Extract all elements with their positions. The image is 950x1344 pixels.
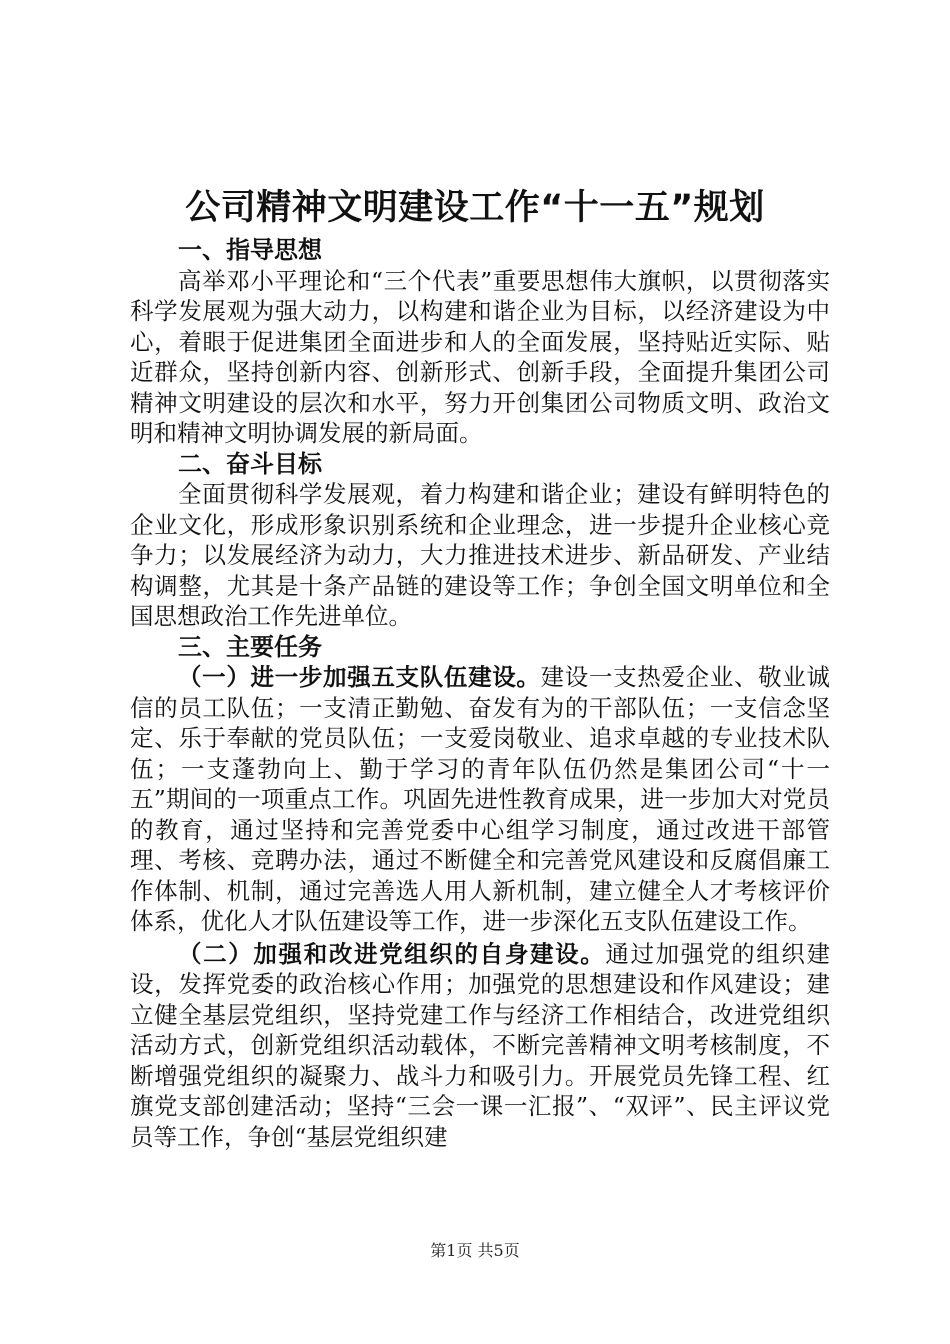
section-paragraph-goals: 全面贯彻科学发展观，着力构建和谐企业；建设有鲜明特色的企业文化，形成形象识别系统和企业理念，进一步提升企业核心竞争力；以发展经济为动力，大力推进技术进步、新品研发、产业结构调整，尤其是十条产品链的建设等工作；争创全国文明单位和全国思想政治工作先进单位。 xyxy=(130,480,830,630)
section-heading-main-tasks: 三、主要任务 xyxy=(178,632,322,661)
task-paragraph-1 xyxy=(130,662,830,937)
section-paragraph-guiding-thought: 高举邓小平理论和“三个代表”重要思想伟大旗帜，以贯彻落实科学发展观为强大动力，以构建和谐企业为目标，以经济建设为中心，着眼于促进集团全面进步和人的全面发展，坚持贴近实际、贴近群众，坚持创新内容、创新形式、创新手段，全面提升集团公司精神文明建设的层次和水平，努力开创集团公司物质文明、政治文明和精神文明协调发展的新局面。 xyxy=(130,266,830,447)
task-paragraph-2 xyxy=(130,939,830,1153)
section-heading-guiding-thought: 一、指导思想 xyxy=(178,236,322,264)
document-body xyxy=(130,235,830,1152)
task-text-1: 建设一支热爱企业、敬业诚信的员工队伍；一支清正勤勉、奋发有为的干部队伍；一支信念坚定、乐于奉献的党员队伍；一支爱岗敬业、追求卓越的专业技术队伍；一支蓬勃向上、勤于学习的青年队伍仍然是集团公司“十一五”期间的一项重点工作。巩固先进性教育成果，进一步加大对党员的教育，通过坚持和完善党委中心组学习制度，通过改进干部管理、考核、竞聘办法，通过不断健全和完善党风建设和反腐倡廉工作体制、机制，通过完善选人用人新机制，建立健全人才考核评价体系，优化人才队伍建设等工作，进一步深化五支队伍建设工作。 xyxy=(130,663,831,935)
document-title: 公司精神文明建设工作“十一五”规划 xyxy=(185,188,765,228)
task-text-2: 通过加强党的组织建设，发挥党委的政治核心作用；加强党的思想建设和作风建设；建立健全基层党组织，坚持党建工作与经济工作相结合，改进党组织活动方式，创新党组织活动载体，不断完善精神文明考核制度，不断增强党组织的凝聚力、战斗力和吸引力。开展党员先锋工程、红旗党支部创建活动；坚持“三会一课一汇报”、“双评”、民主评议党员等工作，争创“基层党组织建 xyxy=(130,939,831,1151)
task-lead-2: （二）加强和改进党组织的自身建设。 xyxy=(178,939,606,968)
task-lead-1: （一）进一步加强五支队伍建设。 xyxy=(178,663,541,691)
page-number-footer: 第1页 共5页 xyxy=(430,1241,520,1260)
section-heading-goals: 二、奋斗目标 xyxy=(178,449,322,478)
